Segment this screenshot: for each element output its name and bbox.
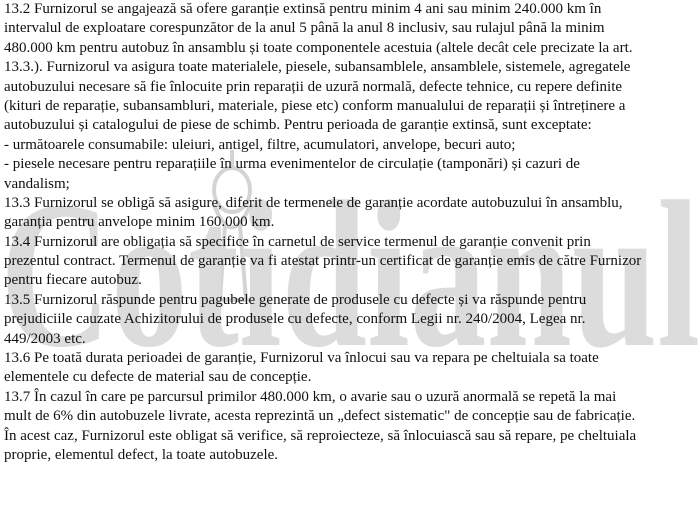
text-line: intervalul de exploatare corespunzător de la anul 5 până la anul 8 inclusiv, sau rulajul până la minim [4,20,605,37]
text-line: prezentul contract. Termenul de garanție va fi atestat printr-un certificat de garanție emis de către Furnizor [4,253,642,270]
text-line: 13.4 Furnizorul are obligația să specifice în carnetul de service termenul de garanție convenit prin [4,233,591,250]
text-line: În acest caz, Furnizorul este obligat să verifice, să reproiecteze, să înlocuiască sau să repare, pe cheltuiala [4,427,637,444]
watermark-text: Cotidianul [0,159,700,391]
paragraph-13-4 [4,233,694,291]
document-page [4,0,694,465]
text-line: 13.3 Furnizorul se obligă să asigure, diferit de termenele de garanție acordate autobuzului în ansamblu, [4,194,623,211]
paragraph-13-6 [4,349,694,388]
text-line: mult de 6% din autobuzele livrate, acesta reprezintă un „defect sistematic" de concepție sau de fabricație. [4,408,636,425]
text-line: vandalism; [4,175,70,192]
text-line: - piesele necesare pentru reparațiile în urma evenimentelor de circulație (tamponări) și cazuri de [4,156,580,173]
text-line: pentru fiecare autobuz. [4,272,142,289]
text-line: autobuzului și catalogului de piese de schimb. Pentru perioada de garanție extinsă, sunt exceptate: [4,117,592,134]
text-line: 13.7 În cazul în care pe parcursul primilor 480.000 km, o avarie sau o uzură anormală se repetă la mai [4,388,617,405]
text-line: 449/2003 etc. [4,330,86,347]
paragraph-13-3 [4,194,694,233]
text-line: autobuzului necesare să fie înlocuite prin reparații de uzură normală, defecte tehnice, cu repere definite [4,78,623,95]
text-line: prejudiciile cauzate Achizitorului de produsele cu defecte, conform Legii nr. 240/2004, Legea nr. [4,311,586,328]
paragraph-13-2 [4,0,694,194]
text-line: 13.2 Furnizorul se angajează să ofere garanție extinsă pentru minim 4 ani sau minim 240.000 km în [4,1,602,17]
text-line: elementele cu defecte de material sau de concepție. [4,369,312,386]
document-body [4,0,694,465]
text-line: proprie, elementul defect, la toate autobuzele. [4,446,279,463]
text-line: - următoarele consumabile: uleiuri, antigel, filtre, acumulatori, anvelope, becuri auto; [4,136,516,153]
paragraph-13-7 [4,388,694,466]
text-line: 480.000 km pentru autobuz în ansamblu și toate componentele acestuia (altele decât cele precizate la art. [4,39,633,56]
text-line: 13.3.). Furnizorul va asigura toate materialele, piesele, subansamblele, ansamblele, sistemele, agregatele [4,59,631,76]
text-line: (kituri de reparație, subansambluri, materiale, piese etc) conform manualului de reparații și întreținere a [4,97,626,114]
text-line: 13.5 Furnizorul răspunde pentru pagubele generate de produsele cu defecte și va răspunde pentru [4,291,587,308]
text-line: 13.6 Pe toată durata perioadei de garanție, Furnizorul va înlocui sau va repara pe cheltuiala sa toate [4,350,599,367]
text-line: garanția pentru anvelope minim 160.000 km. [4,214,275,231]
paragraph-13-5 [4,291,694,349]
